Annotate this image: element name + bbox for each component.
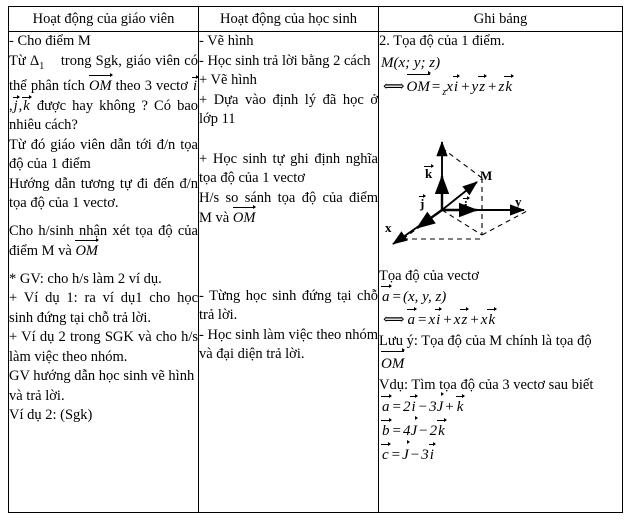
student-line-6 xyxy=(199,189,378,229)
cell-student-activity xyxy=(199,32,379,513)
board-heading: 2. Tọa độ của 1 điểm. xyxy=(379,33,505,49)
teacher-line-5 xyxy=(9,222,198,262)
example-b-coeff-2: 2 xyxy=(429,423,438,439)
plus-symbol-3: + xyxy=(443,312,452,328)
vector-i-2: i xyxy=(435,309,441,332)
example-c-lhs: c xyxy=(381,444,390,467)
vector-a: a xyxy=(381,286,391,309)
axes-svg xyxy=(379,110,617,265)
cell-teacher-activity xyxy=(9,32,199,513)
vector-ijk-inline: i,j,k xyxy=(9,78,198,114)
point-coordinates: (x; y; z) xyxy=(393,54,441,71)
equals-symbol-a2: = xyxy=(418,312,427,328)
example-a-coeff-1: 2 xyxy=(402,399,411,415)
teacher-line-2-mid: trong Sgk, giáo viên có thể phân tích xyxy=(9,52,198,94)
point-label-m: M xyxy=(381,54,394,71)
student-line-3: + Vẽ hình xyxy=(199,72,257,88)
spacer xyxy=(199,130,378,150)
example-b-vec-2: k xyxy=(437,420,446,443)
spacer xyxy=(199,229,378,287)
note-text: Tọa độ của M chính là tọa độ xyxy=(421,333,592,349)
equation-vector-a-expanded xyxy=(379,309,622,332)
example-c-vec-2: i xyxy=(429,444,435,467)
example-c-vec-1: J xyxy=(402,443,409,467)
example-a-vec-2: J xyxy=(437,395,444,419)
teacher-line-8: + Ví dụ 2 trong SGK và cho h/s làm việc theo nhóm. xyxy=(9,329,198,365)
teacher-line-6: * GV: cho h/s làm 2 ví dụ. xyxy=(9,270,162,287)
spacer xyxy=(9,262,198,270)
example-a-op-1: − xyxy=(418,399,428,415)
cell-board-notes xyxy=(379,32,623,513)
coeff-z: z xyxy=(498,78,505,95)
label-point-m: M xyxy=(480,167,493,183)
example-a-op-2: + xyxy=(445,399,454,415)
vector-k: k xyxy=(504,76,513,99)
equals-symbol: = xyxy=(431,78,441,95)
table-row xyxy=(9,32,623,513)
coordinate-axes-figure xyxy=(379,110,617,265)
table-header-row xyxy=(9,7,623,32)
teacher-line-2-suffix: được hay không ? Có bao nhiêu cách? xyxy=(9,97,199,133)
example-a-lhs: a xyxy=(381,396,391,419)
coeff-x: x xyxy=(446,78,453,95)
teacher-line-3: Từ đó giáo viên dẫn tới đ/n tọa độ của 1 điểm xyxy=(9,136,198,172)
student-line-8: - Học sinh làm việc theo nhóm và đại diện trả lời. xyxy=(199,326,378,362)
vector-z: z xyxy=(478,76,486,99)
example-b-equals: = xyxy=(392,423,401,439)
coeff-y: y xyxy=(471,78,479,95)
teacher-line-5-text: Cho h/sinh nhận xét tọa độ của điểm M và xyxy=(9,222,198,259)
point-definition xyxy=(379,52,622,75)
header-teacher-activity: Hoạt động của giáo viên xyxy=(9,7,199,32)
student-line-5: + Học sinh tự ghi định nghĩa tọa độ của 1 vectơ xyxy=(199,150,378,186)
label-vector-i: i xyxy=(464,197,468,213)
vector-a-coordinates: (x, y, z) xyxy=(402,289,447,305)
equals-subscript-z: z xyxy=(442,86,447,98)
teacher-line-1: - Cho điểm M xyxy=(9,33,91,49)
equals-symbol-a: = xyxy=(392,289,401,305)
teacher-line-9: GV hướng dẫn học sinh vẽ hình và trả lời. xyxy=(9,368,195,404)
label-axis-y: y xyxy=(515,193,522,209)
board-note xyxy=(379,332,622,352)
teacher-line-2-prefix: Từ Δ xyxy=(9,52,40,69)
teacher-line-2 xyxy=(9,52,198,136)
example-b-lhs: b xyxy=(381,420,391,443)
example-a-vec-1: i xyxy=(410,396,416,419)
vector-i: i xyxy=(453,76,459,99)
iff-symbol: ⟺ xyxy=(383,78,405,95)
coeff-x3: x xyxy=(480,312,488,328)
example-c-op-1: − xyxy=(410,447,420,463)
student-line-4: + Dựa vào định lý đã học ở lớp 11 xyxy=(199,91,378,127)
label-vector-j: j xyxy=(420,195,425,211)
equation-om-decomposition xyxy=(379,75,622,104)
plus-symbol-4: + xyxy=(470,312,479,328)
student-line-1: - Vẽ hình xyxy=(199,33,254,49)
delta-subscript: 1 xyxy=(39,60,45,72)
example-a-coeff-2: 3 xyxy=(429,399,437,415)
teacher-line-2-mid2: theo 3 vectơ xyxy=(115,78,188,94)
vector-om-inline-2: OM xyxy=(75,241,98,262)
vector-om-note: OM xyxy=(381,352,404,376)
vector-z-2: z xyxy=(460,309,468,332)
iff-symbol-2: ⟺ xyxy=(383,312,405,328)
plus-symbol-2: + xyxy=(488,78,497,95)
teacher-line-4: Hướng dẫn tương tự đi đến đ/n tọa độ của 1 vectơ. xyxy=(9,175,198,211)
student-line-6-text: H/s so sánh tọa độ của điểm M và xyxy=(199,189,378,226)
example-a-equals: = xyxy=(392,399,401,415)
plus-symbol-1: + xyxy=(461,78,470,95)
vector-coordinates-heading: Tọa độ của vectơ xyxy=(379,267,479,284)
coeff-x1: x xyxy=(428,312,436,328)
example-equation-c xyxy=(379,443,622,467)
example-b-vec-1: J xyxy=(410,419,417,443)
vector-a-2: a xyxy=(407,309,417,332)
equation-vector-a xyxy=(379,286,622,309)
vector-om-inline: OM xyxy=(89,76,112,97)
teacher-line-7: + Ví dụ 1: ra ví dụ1 cho học sinh đứng tại chỗ trả lời. xyxy=(9,290,198,326)
coeff-x2: x xyxy=(453,312,461,328)
student-line-2: - Học sinh trả lời bằng 2 cách xyxy=(199,52,371,69)
spacer xyxy=(9,214,198,222)
example-b-coeff-1: 4 xyxy=(402,423,411,439)
label-axis-x: x xyxy=(385,219,392,235)
header-student-activity: Hoạt động của học sinh xyxy=(199,7,379,32)
teacher-line-10: Ví dụ 2: (Sgk) xyxy=(9,407,93,423)
student-line-7: - Từng học sinh đứng tại chỗ trả lời. xyxy=(199,287,378,323)
example-c-equals: = xyxy=(391,447,401,463)
lesson-plan-table xyxy=(8,6,623,513)
example-label: Vdụ: Tìm tọa độ của 3 vectơ sau biết xyxy=(379,376,594,393)
note-label: Lưu ý: xyxy=(379,333,418,349)
label-vector-k: k xyxy=(425,165,433,181)
note-vector-om xyxy=(379,352,622,376)
example-b-op-1: − xyxy=(419,423,428,439)
header-board-notes: Ghi bảng xyxy=(379,7,623,32)
vector-om-inline-3: OM xyxy=(233,208,256,229)
vector-k-2: k xyxy=(487,309,496,332)
example-equation-b xyxy=(379,419,622,443)
vector-om: OM xyxy=(407,75,430,99)
example-c-coeff-2: 3 xyxy=(421,447,429,463)
example-a-vec-3: k xyxy=(456,396,465,419)
